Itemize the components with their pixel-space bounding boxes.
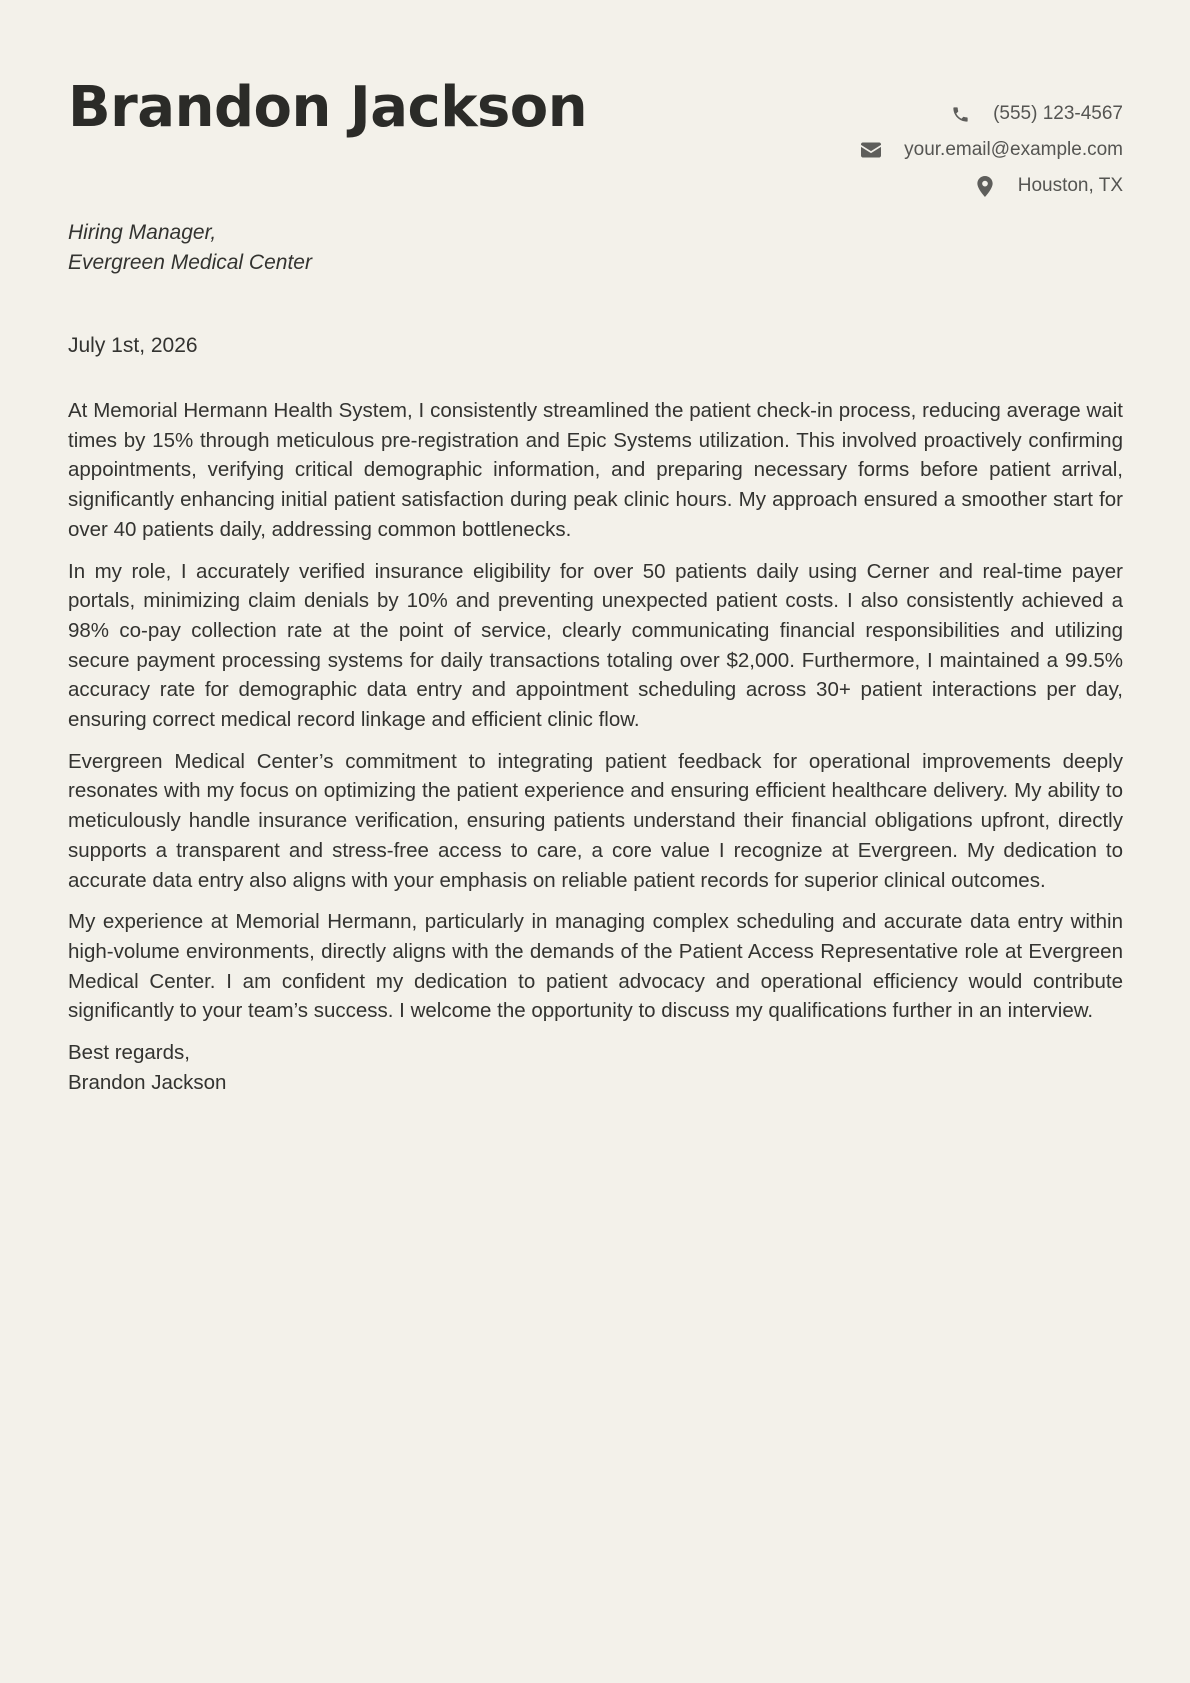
closing-signature: Brandon Jackson — [68, 1070, 227, 1094]
contact-location — [860, 168, 1123, 204]
contact-phone — [860, 96, 1123, 132]
location-text: Houston, TX — [1017, 175, 1123, 196]
recipient-organization: Evergreen Medical Center — [68, 251, 312, 274]
contact-info — [860, 96, 1123, 204]
letter-body — [68, 396, 1123, 1097]
body-paragraph: My experience at Memorial Hermann, particularly in managing complex scheduling and accurate data entry within high-volume environments, directly aligns with the demands of the Patient Access Representative role at Evergreen Medical Center. I am confident my dedication to patient advocacy and operational efficiency would contribute significantly to your team’s success. I welcome the opportunity to discuss my qualifications further in an interview. — [68, 910, 1123, 1023]
cover-letter-page — [68, 0, 1123, 1683]
applicant-name: Brandon Jackson — [68, 75, 588, 140]
letter-date: July 1st, 2026 — [68, 334, 198, 357]
phone-text: (555) 123-4567 — [993, 103, 1123, 124]
closing-salutation: Best regards, — [68, 1041, 190, 1065]
body-paragraph: At Memorial Hermann Health System, I consistently streamlined the patient check-in process, reducing average wait times by 15% through meticulous pre-registration and Epic Systems utilization. This involved proactively confirming appointments, verifying critical demographic information, and preparing necessary forms before patient arrival, significantly enhancing initial patient satisfaction during peak clinic hours. My approach ensured a smoother start for over 40 patients daily, addressing common bottlenecks. — [68, 399, 1123, 541]
body-paragraph: In my role, I accurately verified insurance eligibility for over 50 patients daily using Cerner and real-time payer portals, minimizing claim denials by 10% and preventing unexpected patient costs. I also consistently achieved a 98% co-pay collection rate at the point of service, clearly communicating financial responsibilities and utilizing secure payment processing systems for daily transactions totaling over $2,000. Furthermore, I maintained a 99.5% accuracy rate for demographic data entry and appointment scheduling across 30+ patient interactions per day, ensuring correct medical record linkage and efficient clinic flow. — [68, 559, 1123, 732]
closing-block — [68, 1038, 1123, 1097]
phone-icon — [949, 103, 971, 125]
recipient-block — [68, 218, 312, 278]
email-text: your.email@example.com — [904, 139, 1123, 160]
recipient-title: Hiring Manager, — [68, 221, 217, 244]
letter-header — [68, 72, 1123, 202]
contact-email — [860, 132, 1123, 168]
body-paragraph: Evergreen Medical Center’s commitment to integrating patient feedback for operational improvements deeply resonates with my focus on optimizing the patient experience and ensuring efficient healthcare delivery. My ability to meticulously handle insurance verification, ensuring patients understand their financial obligations upfront, directly supports a transparent and stress-free access to care, a core value I recognize at Evergreen. My dedication to accurate data entry also aligns with your emphasis on reliable patient records for superior clinical outcomes. — [68, 749, 1123, 892]
map-pin-icon — [974, 175, 996, 197]
envelope-icon — [860, 139, 882, 161]
